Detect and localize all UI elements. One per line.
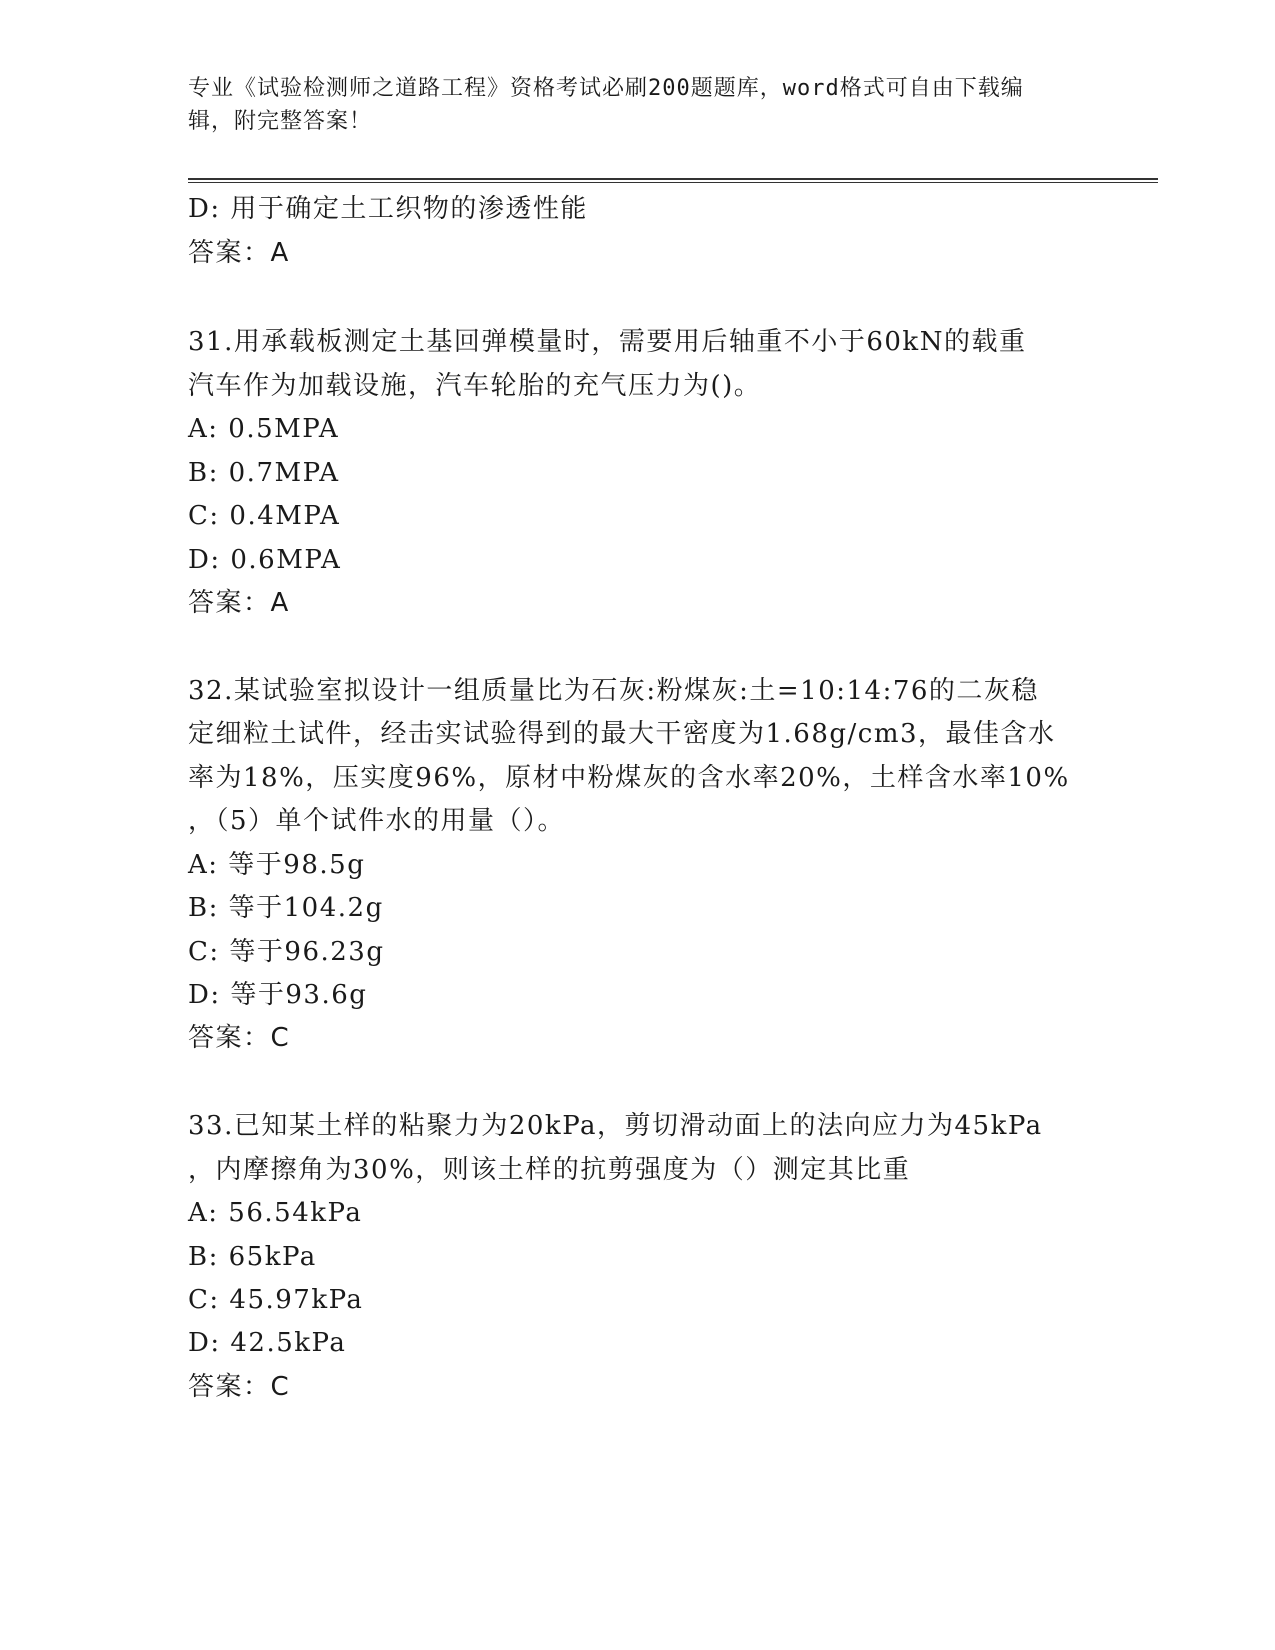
question-32-option-c: C: 等于96.23g [188,937,385,967]
question-32-stem-line-3: 率为18%，压实度96%，原材中粉煤灰的含水率20%，土样含水率10% [188,763,1070,793]
question-31-option-a: A: 0.5MPA [188,414,340,444]
question-32-answer: 答案：C [188,1023,291,1053]
question-33-stem-line-2: ，内摩擦角为30%，则该土样的抗剪强度为（）测定其比重 [188,1155,911,1185]
header-divider [188,178,1158,183]
question-32-stem-line-2: 定细粒土试件，经击实试验得到的最大干密度为1.68g/cm3，最佳含水 [188,719,1056,749]
question-31-option-b: B: 0.7MPA [188,458,340,488]
question-31-stem-line-1: 31.用承载板测定土基回弹模量时，需要用后轴重不小于60kN的载重 [188,327,1027,357]
question-32-stem-line-1: 32.某试验室拟设计一组质量比为石灰:粉煤灰:土=10:14:76的二灰稳 [188,676,1039,706]
question-33-answer: 答案：C [188,1372,291,1402]
question-31-option-d: D: 0.6MPA [188,545,342,575]
question-32-option-a: A: 等于98.5g [188,850,366,880]
question-32-option-d: D: 等于93.6g [188,980,368,1010]
question-33-option-b: B: 65kPa [188,1242,317,1272]
question-33-stem-line-1: 33.已知某土样的粘聚力为20kPa，剪切滑动面上的法向应力为45kPa [188,1111,1043,1141]
question-33-option-c: C: 45.97kPa [188,1285,364,1315]
question-33-option-a: A: 56.54kPa [188,1198,363,1228]
question-32-stem-line-4: ，（5）单个试件水的用量（）。 [188,806,566,836]
option-d: D: 用于确定土工织物的渗透性能 [188,194,588,224]
question-31-option-c: C: 0.4MPA [188,501,341,531]
answer-label: 答案：A [188,238,290,268]
page-header: 专业《试验检测师之道路工程》资格考试必刷200题题库，word格式可自由下载编辑，附完整答案！ [188,76,1024,134]
question-32-option-b: B: 等于104.2g [188,893,384,923]
question-31-answer: 答案：A [188,588,290,618]
question-33-option-d: D: 42.5kPa [188,1328,347,1358]
question-31-stem-line-2: 汽车作为加载设施，汽车轮胎的充气压力为()。 [188,371,762,401]
